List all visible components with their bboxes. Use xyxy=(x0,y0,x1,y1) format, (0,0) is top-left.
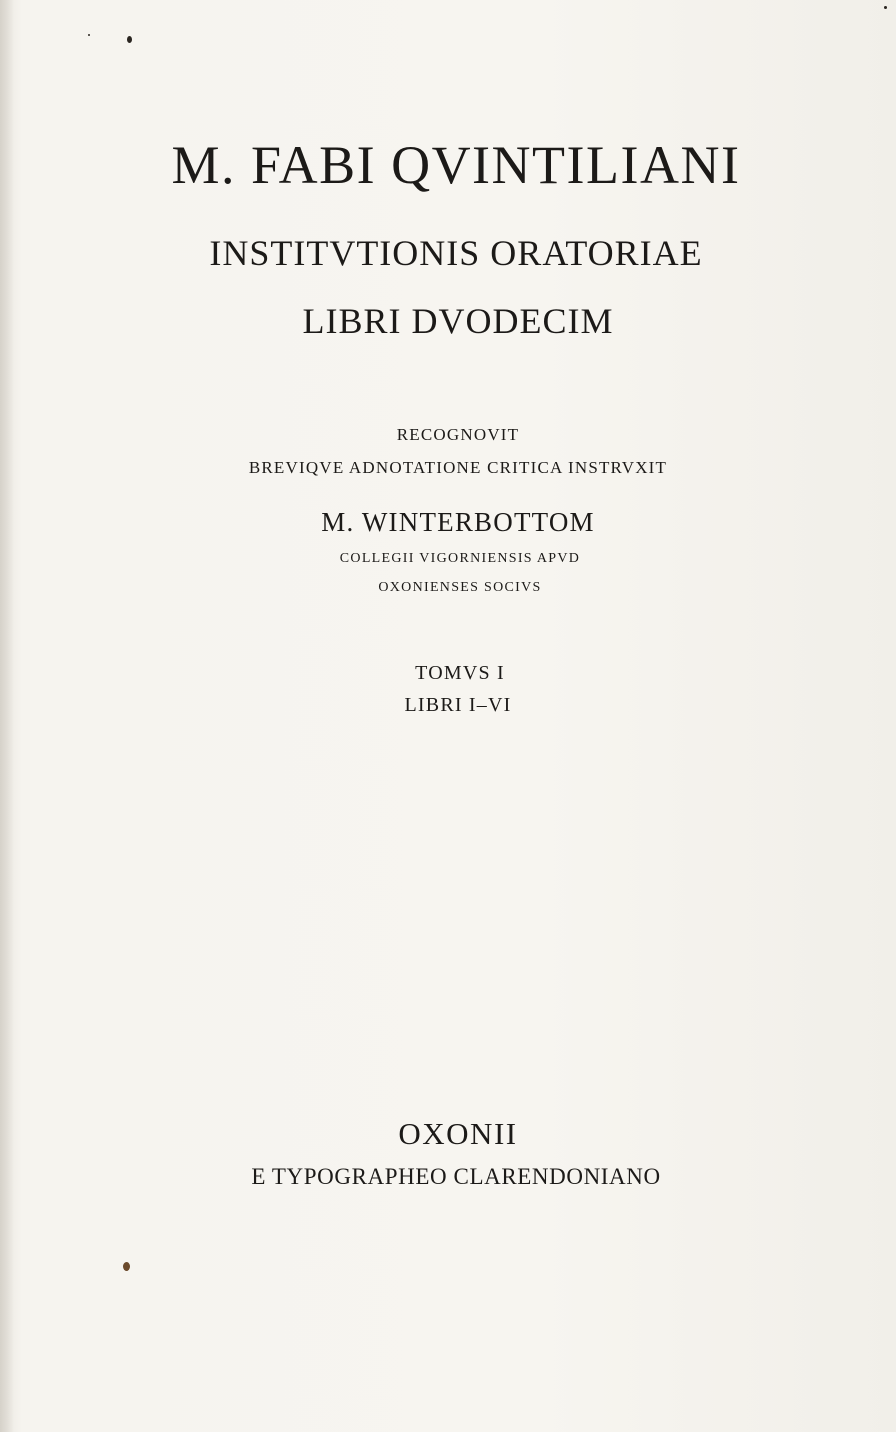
books-range: LIBRI I–VI xyxy=(404,694,512,716)
paper-speck xyxy=(88,34,90,36)
editor-name: M. WINTERBOTTOM xyxy=(321,507,595,537)
paper-speck xyxy=(127,36,132,43)
paper-speck xyxy=(884,6,887,9)
paper-speck xyxy=(123,1262,130,1271)
college-line-2: OXONIENSES SOCIVS xyxy=(378,580,542,595)
show-through-texture xyxy=(120,335,800,395)
work-title-line-2: LIBRI DVODECIM xyxy=(302,301,614,341)
recognovit-line: RECOGNOVIT xyxy=(396,425,520,444)
imprint-publisher: E TYPOGRAPHEO CLARENDONIANO xyxy=(251,1164,661,1189)
college-line-1: COLLEGII VIGORNIENSIS APVD xyxy=(339,551,581,566)
work-title-line-1: INSTITVTIONIS ORATORIAE xyxy=(209,233,703,273)
volume-number: TOMVS I xyxy=(415,662,505,684)
adnotatione-line: BREVIQVE ADNOTATIONE CRITICA INSTRVXIT xyxy=(248,458,668,477)
author-name: M. FABI QVINTILIANI xyxy=(171,135,741,195)
imprint-place: OXONII xyxy=(398,1116,518,1151)
